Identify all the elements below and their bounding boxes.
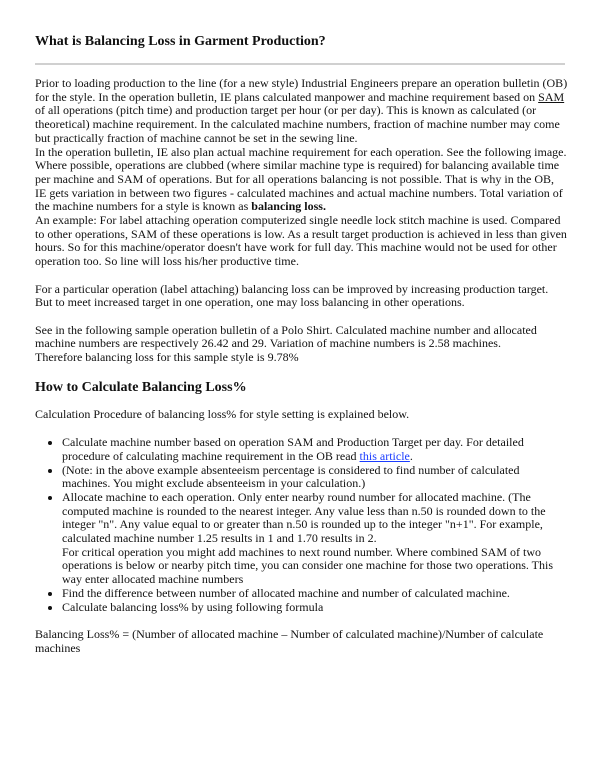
list-item bbox=[62, 436, 568, 463]
sam-link[interactable]: SAM bbox=[538, 89, 565, 104]
paragraph-label-attaching: For a particular operation (label attaching) balancing loss can be improved by increasing production target. But to meet increased target in one operation, one may loss balancing in other operations. bbox=[35, 281, 549, 310]
text: Prior to loading production to the line (for a new style) Industrial Engineers prepare an operation bulletin (OB) for the style. In the operation bulletin, IE plans calculated manpower and machine requirement based on bbox=[35, 76, 568, 104]
page-title: What is Balancing Loss in Garment Production? bbox=[35, 34, 326, 49]
balancing-loss-term: balancing loss. bbox=[251, 199, 326, 214]
text: Allocate machine to each operation. Only enter nearby round number for allocated machine. (The computed machine is rounded to the nearest integer. Any value less than n.50 is rounded down to the integer "n". Any value equal to or greater than n.50 is rounded up to the integer "n+1". For example, calculated machine number 1.25 results in 1 and 1.70 results in 2. bbox=[62, 489, 546, 546]
text: In the operation bulletin, IE also plan actual machine requirement for each operation. See the following image. Where possible, operations are clubbed (where similar machine type is required) for balancing available time per machine and SAM of operations. But for all operations balancing is not possible. That is why in the OB, IE gets variation in between two figures - calculated machines and actual machine numbers. Total variation of the machine numbers for a style is known as bbox=[35, 144, 567, 214]
paragraph-procedure: Calculation Procedure of balancing loss% for style setting is explained below. bbox=[35, 407, 410, 422]
section-heading: How to Calculate Balancing Loss% bbox=[35, 379, 247, 395]
list-item: • (Note: in the above example absenteeism percentage is considered to find number of calculated machines. You might exclude absenteeism in your calculation.) bbox=[62, 464, 568, 491]
paragraph-intro bbox=[35, 77, 568, 146]
article-body bbox=[35, 77, 568, 655]
formula: Balancing Loss% = (Number of allocated machine – Number of calculated machine)/Number of calculate machines bbox=[35, 626, 544, 655]
paragraph-example: An example: For label attaching operation computerized single needle lock stitch machine is used. Compared to other operations, SAM of these operations is low. As a result target production is achieved in less than given hours. So for this machine/operator doesn't have work for full day. This machine would not be used for other operation too. So line will loss his/her productive time. bbox=[35, 213, 567, 269]
procedure-list bbox=[35, 436, 568, 614]
paragraph-polo-shirt: See in the following sample operation bulletin of a Polo Shirt. Calculated machine number and allocated machine numbers are respectively 26.42 and 29. Variation of machine numbers is 2.58 machines. bbox=[35, 322, 537, 351]
paragraph-ob bbox=[35, 146, 568, 215]
list-item: • Calculate balancing loss% by using following formula bbox=[62, 601, 568, 615]
divider bbox=[35, 63, 565, 65]
text: For critical operation you might add machines to next round number. Where combined SAM of two operations is below or nearby pitch time, you can consider one machine for those two operations. This way enter allocated machine numbers bbox=[62, 544, 553, 587]
list-item bbox=[62, 491, 568, 587]
text: . bbox=[409, 448, 413, 463]
text: Calculate machine number based on operation SAM and Production Target per day. For detailed procedure of calculating machine requirement in the OB read bbox=[62, 435, 524, 463]
paragraph-result: Therefore balancing loss for this sample style is 9.78% bbox=[35, 350, 299, 365]
list-item: • Find the difference between number of allocated machine and number of calculated machine. bbox=[62, 587, 568, 601]
this-article-link[interactable]: this article bbox=[359, 448, 410, 463]
text: of all operations (pitch time) and production target per hour (or per day). This is known as calculated (or theoretical) machine requirement. In the calculated machine numbers, fraction of machine number may come but practically fraction of machine cannot be set in the sewing line. bbox=[35, 103, 560, 145]
